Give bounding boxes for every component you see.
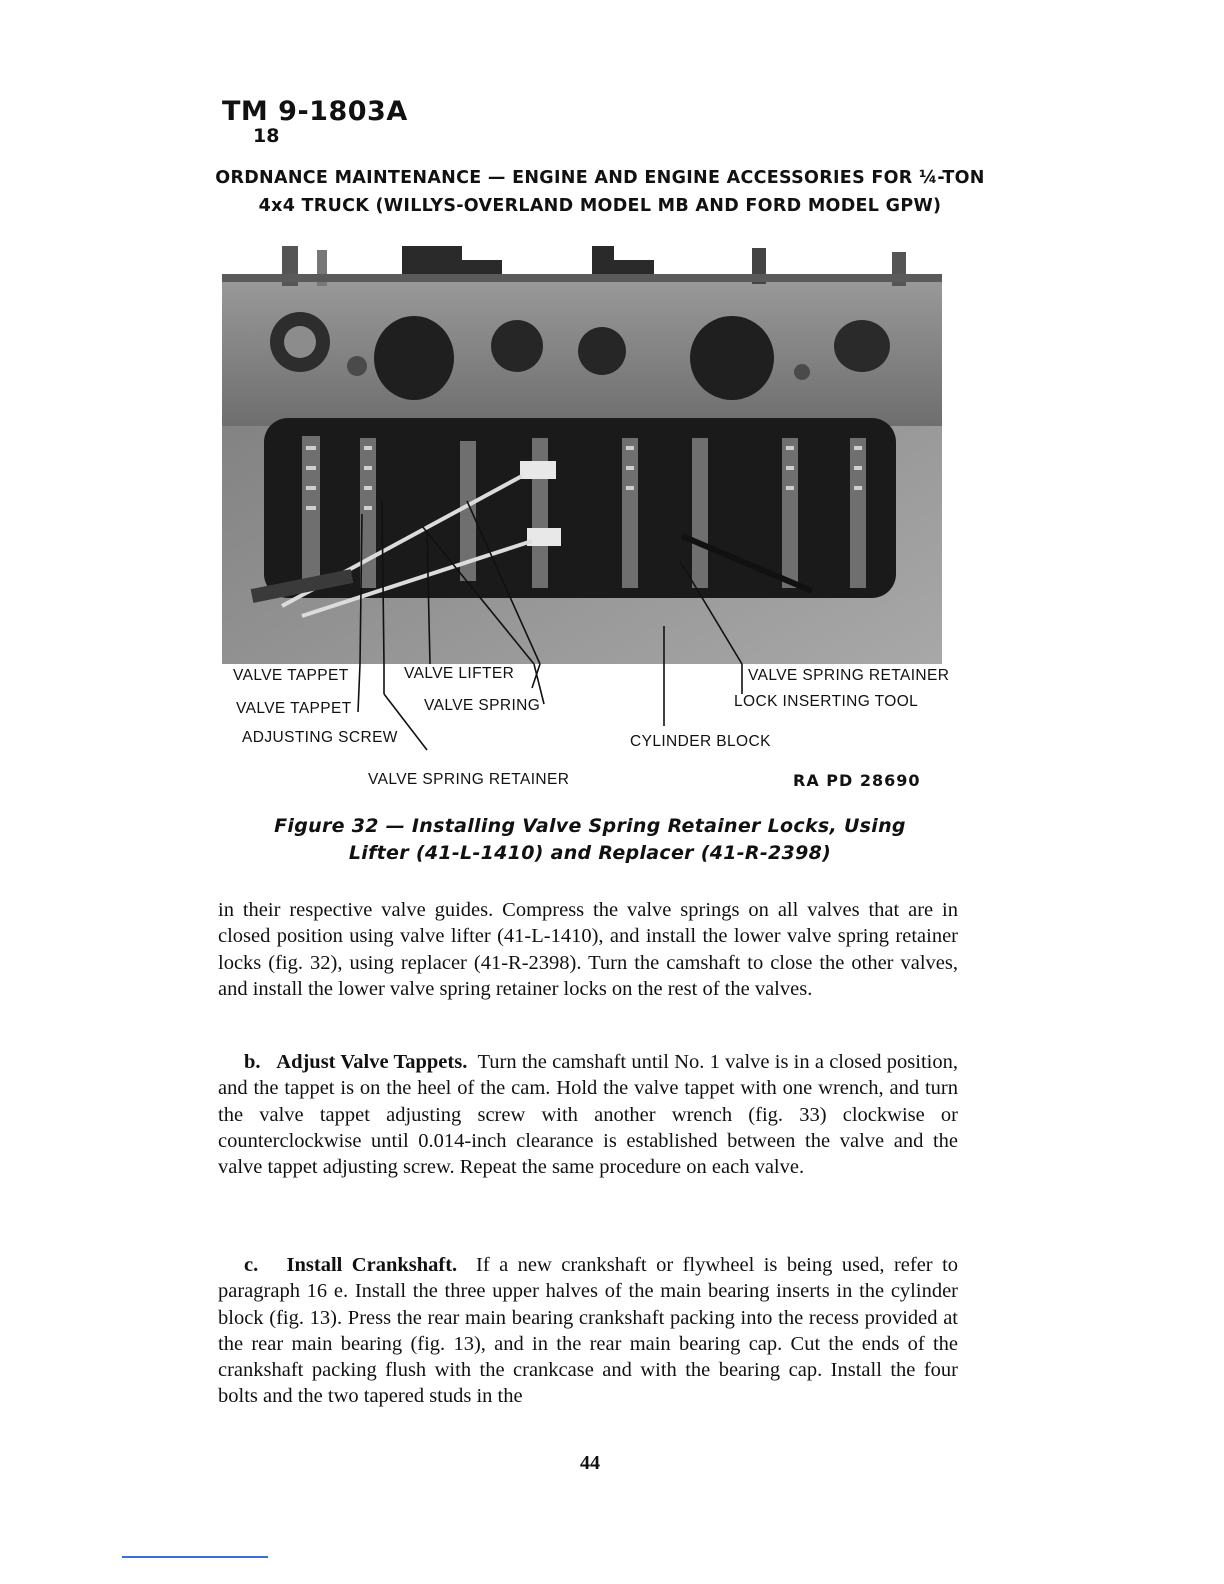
footer-rule <box>122 1556 268 1558</box>
callout-valve-lifter: VALVE LIFTER <box>404 665 515 682</box>
body-paragraph-c <box>218 1252 958 1410</box>
page-number: 44 <box>580 1452 600 1474</box>
callout-tappet-adjusting-screw-line-2: ADJUSTING SCREW <box>242 729 398 746</box>
paragraph-number: 18 <box>253 125 280 147</box>
callout-retainer-lock-tool-line-1: VALVE SPRING RETAINER <box>748 667 950 684</box>
body-paragraph-1: in their respective valve guides. Compress the valve springs on all valves that are in closed position using valve lifter (41-L-1410), and install the lower valve spring retainer locks (fig. 32), using replacer (41-R-2398). Turn the camshaft to close the other valves, and install the lower valve spring retainer locks on the rest of the valves. <box>218 899 958 1000</box>
para-c-heading: Install Crankshaft. <box>286 1254 458 1276</box>
callout-valve-spring-retainer: VALVE SPRING RETAINER <box>368 771 570 788</box>
para-b-text: Turn the camshaft until No. 1 valve is in a closed position, and the tappet is on the heel of the cam. Hold the valve tappet with one wrench, and turn the valve tappet adjusting screw with another wrench (fig. 33) clockwise or counterclockwise until 0.014-inch clearance is established between the valve and the valve tappet adjusting screw. Repeat the same procedure on each valve. <box>218 1051 958 1179</box>
para-b-heading: Adjust Valve Tappets. <box>276 1051 468 1073</box>
callout-retainer-lock-tool-line-2: LOCK INSERTING TOOL <box>734 693 919 710</box>
callout-valve-spring: VALVE SPRING <box>424 697 541 714</box>
running-title-line-2: 4x4 TRUCK (WILLYS-OVERLAND MODEL MB AND FORD MODEL GPW) <box>258 196 942 216</box>
para-c-label: c. <box>244 1254 259 1276</box>
para-c-text: If a new crankshaft or flywheel is being used, refer to paragraph 16 e. Install the three upper halves of the main bearing inserts in the cylinder block (fig. 13). Press the rear main bearing crankshaft packing into the recess provided at the rear main bearing (fig. 13), and in the rear main bearing cap. Cut the ends of the crankshaft packing flush with the crankcase and with the bearing cap. Install the four bolts and the two tapered studs in the <box>218 1254 959 1408</box>
para-b-label: b. <box>244 1051 261 1073</box>
engine-block-photo <box>222 246 942 664</box>
body-paragraph-b <box>218 1049 958 1180</box>
manual-number: TM 9-1803A <box>222 96 408 127</box>
figure-caption-line-1: Figure 32 — Installing Valve Spring Retainer Locks, Using <box>274 815 906 837</box>
callout-valve-tappet: VALVE TAPPET <box>233 667 349 684</box>
callout-cylinder-block: CYLINDER BLOCK <box>630 733 771 750</box>
running-title-line-1: ORDNANCE MAINTENANCE — ENGINE AND ENGINE ACCESSORIES FOR ¼-TON <box>215 168 985 188</box>
figure-ref: RA PD 28690 <box>793 771 921 790</box>
figure-caption-line-2: Lifter (41-L-1410) and Replacer (41-R-2398) <box>348 842 832 864</box>
callout-tappet-adjusting-screw-line-1: VALVE TAPPET <box>236 700 352 717</box>
